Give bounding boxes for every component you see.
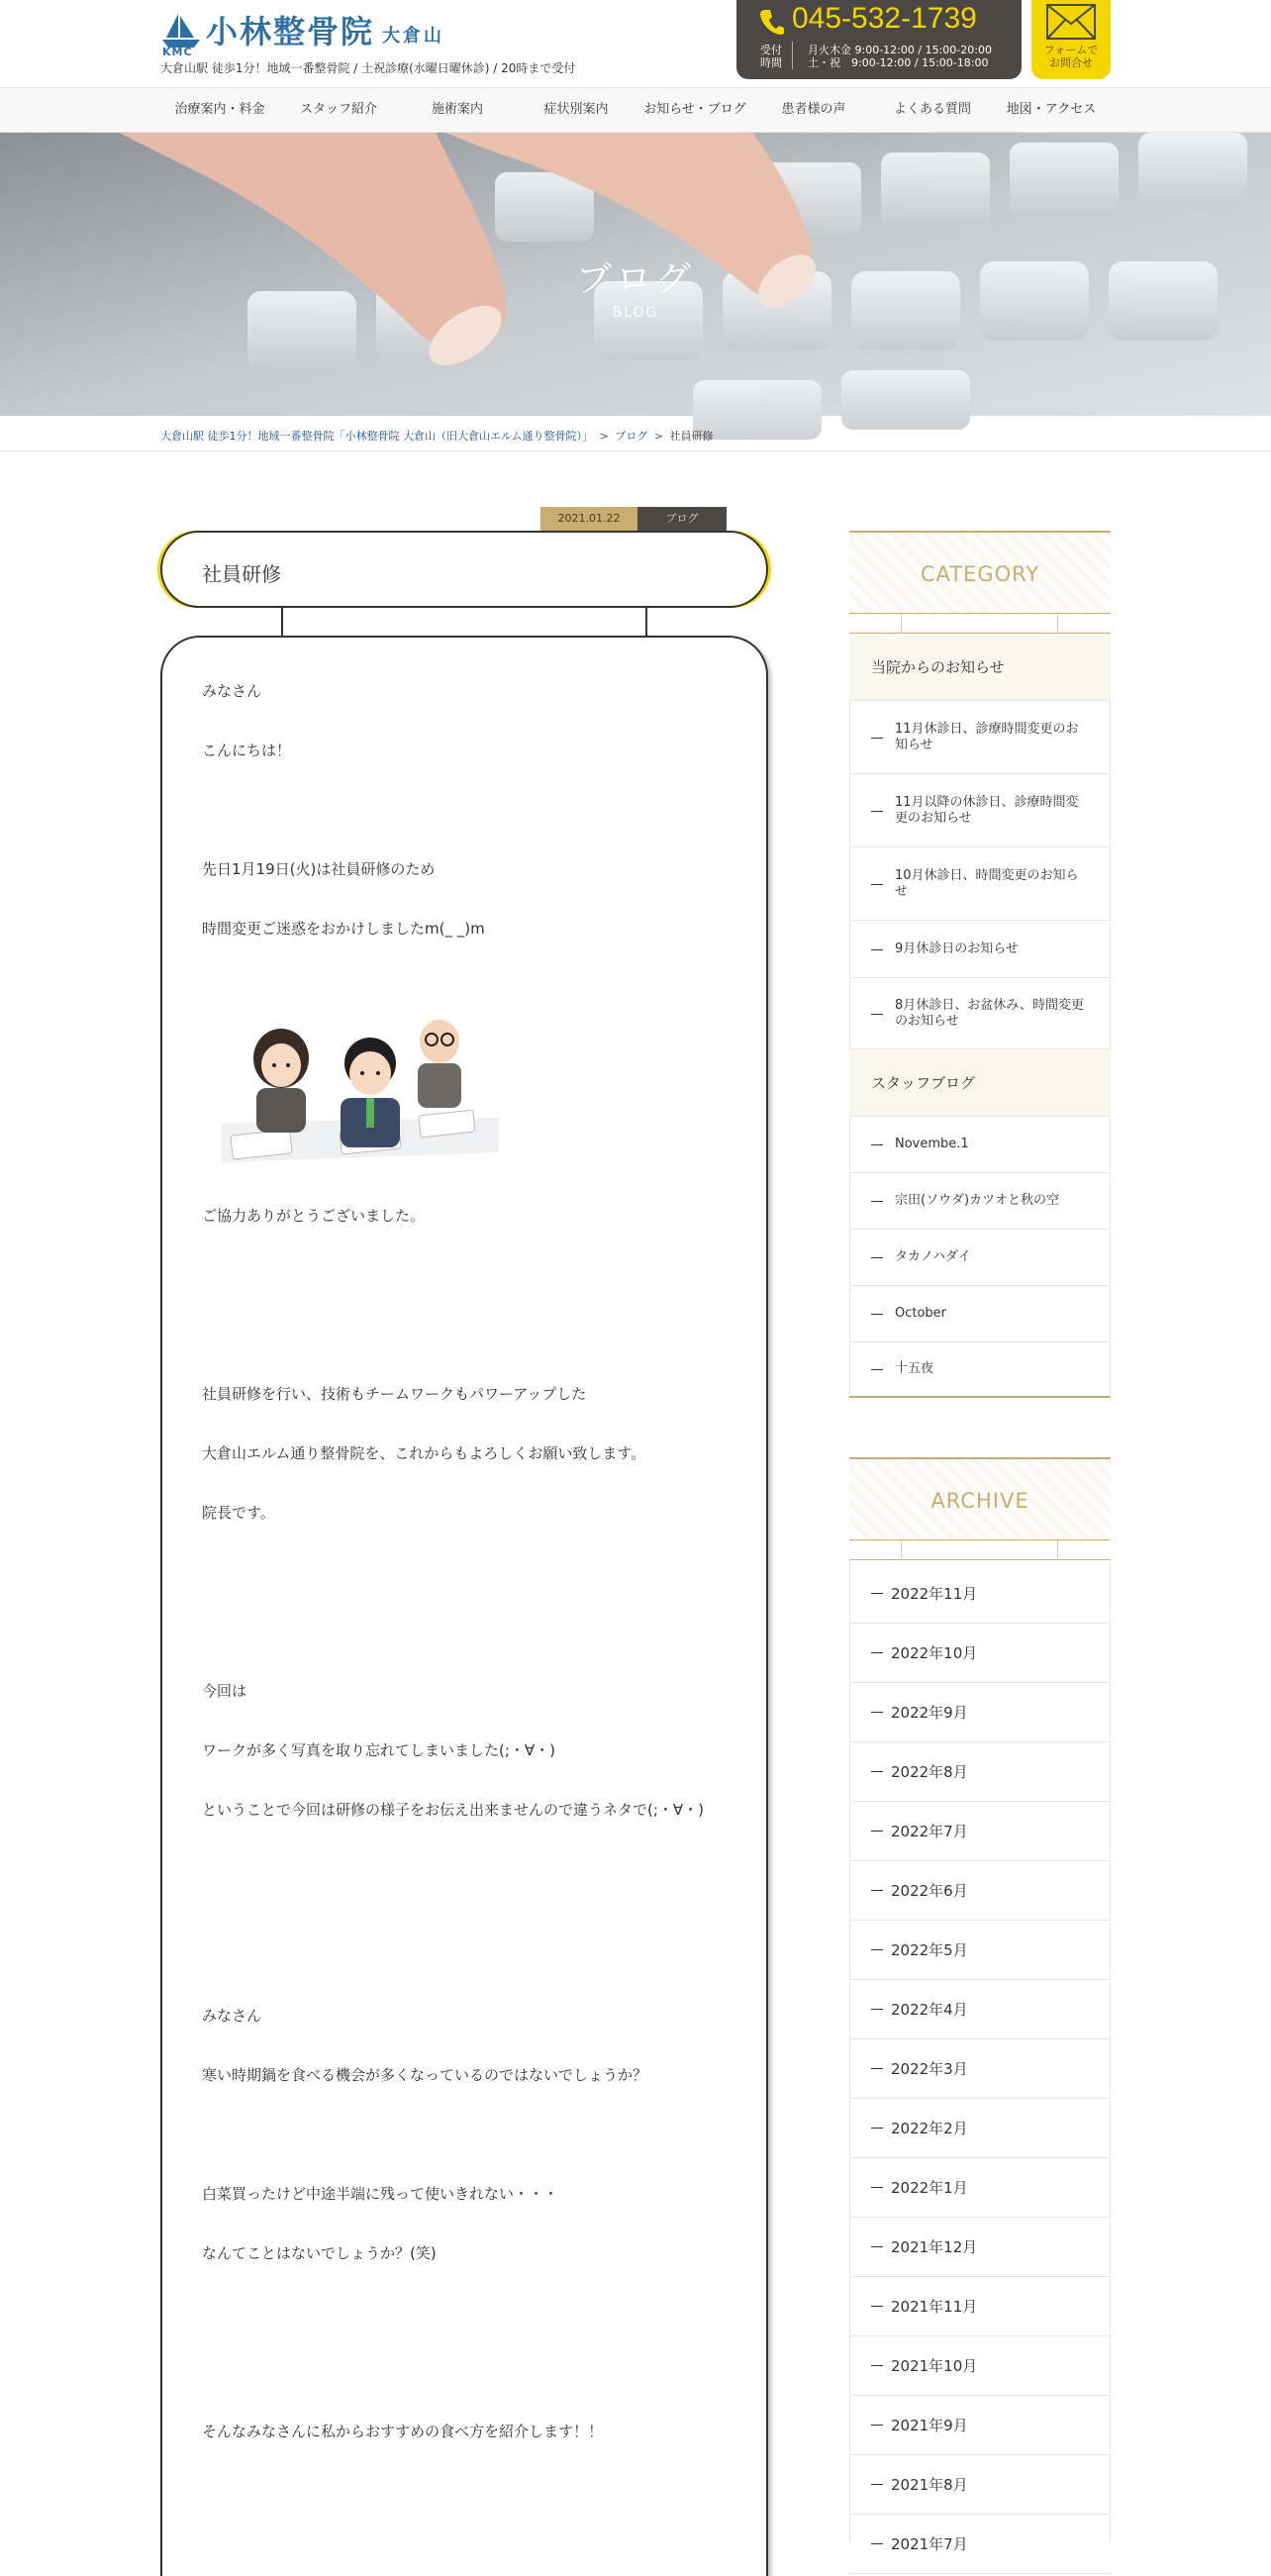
category-post-link[interactable]: 8月休診日、お盆休み、時間変更のお知らせ xyxy=(849,978,1111,1049)
hours-weekday: 月火木金 9:00-12:00 / 15:00-20:00 xyxy=(808,44,992,56)
category-post-link[interactable]: 9月休診日のお知らせ xyxy=(849,921,1111,978)
breadcrumb-home-link[interactable]: 大倉山駅 徒歩1分！地域一番整骨院「小林整骨院 大倉山（旧大倉山エルム通り整骨院）」 xyxy=(160,430,594,443)
category-post-link[interactable]: Novembe.1 xyxy=(849,1117,1111,1173)
dash-icon xyxy=(871,1593,883,1594)
dash-icon xyxy=(871,1014,883,1015)
hours-label: 受付 時間 xyxy=(760,44,782,69)
dash-icon xyxy=(871,1314,883,1315)
archive-month-link[interactable]: 2021年7月 xyxy=(849,2515,1111,2574)
post-paragraph: 今回は xyxy=(202,1682,247,1700)
archive-month-link[interactable]: 2022年11月 xyxy=(849,1564,1111,1624)
archive-month-link[interactable]: 2022年3月 xyxy=(849,2039,1111,2099)
hero-banner xyxy=(0,133,1271,416)
dash-icon xyxy=(871,2425,883,2426)
category-heading-underline xyxy=(849,614,1111,634)
nav-item-access[interactable]: 地図・アクセス xyxy=(1006,102,1097,117)
dash-icon xyxy=(871,1144,883,1145)
archive-month-link[interactable]: 2021年8月 xyxy=(849,2455,1111,2515)
category-post-link[interactable]: 宗田(ソウダ)カツオと秋の空 xyxy=(849,1173,1111,1230)
category-post-link[interactable]: 10月休診日、時間変更のお知らせ xyxy=(849,847,1111,921)
ship-logo-icon xyxy=(160,12,202,57)
hero-subtitle: BLOG xyxy=(612,305,659,321)
dash-icon xyxy=(871,1201,883,1202)
breadcrumb xyxy=(0,416,1271,451)
archive-heading-box xyxy=(849,1457,1111,1540)
post-paragraph: 寒い時期鍋を食べる機会が多くなっているのではないでしょうか？ xyxy=(202,2066,648,2084)
logo-location: 大倉山 xyxy=(382,26,445,47)
business-hours xyxy=(808,44,992,69)
post-paragraph: みなさん xyxy=(202,2007,262,2025)
dash-icon xyxy=(871,2009,883,2010)
breadcrumb-separator: > xyxy=(653,430,663,443)
phone-icon xyxy=(760,8,784,36)
post-paragraph: 社員研修を行い、技術もチームワークもパワーアップした xyxy=(202,1385,587,1403)
category-post-link[interactable]: タカノハダイ xyxy=(849,1230,1111,1286)
post-title-box xyxy=(160,531,768,608)
post-body xyxy=(160,636,768,2576)
archive-month-link[interactable]: 2021年10月 xyxy=(849,2336,1111,2396)
dash-icon xyxy=(871,1712,883,1713)
post-paragraph: ワークが多く写真を取り忘れてしまいました(;・∀・) xyxy=(202,1741,556,1759)
dash-icon xyxy=(871,1652,883,1653)
archive-month-link[interactable]: 2021年12月 xyxy=(849,2218,1111,2277)
post-paragraph: こんにちは！ xyxy=(202,742,292,759)
nav-item-treatment-fees[interactable]: 治療案内・料金 xyxy=(174,102,265,117)
archive-month-link[interactable]: 2022年10月 xyxy=(849,1624,1111,1683)
site-header xyxy=(0,0,1271,87)
post-paragraph: そんなみなさんに私からおすすめの食べ方を紹介します！！ xyxy=(202,2423,604,2440)
dash-icon xyxy=(871,2543,883,2544)
dash-icon xyxy=(871,949,883,950)
dash-icon xyxy=(871,1771,883,1772)
phone-number[interactable]: 045-532-1739 xyxy=(792,2,977,35)
hero-title: ブログ xyxy=(575,259,695,300)
logo-name: 小林整骨院 xyxy=(206,13,375,50)
post-paragraph: 時間変更ご迷惑をおかけしましたm(_ _)m xyxy=(202,920,485,938)
dash-icon xyxy=(871,2484,883,2485)
breadcrumb-separator: > xyxy=(599,430,609,443)
post-paragraph: 院長です。 xyxy=(202,1504,275,1522)
contact-form-label: フォームで お問合せ xyxy=(1043,44,1099,69)
dash-icon xyxy=(871,884,883,885)
nav-item-symptoms[interactable]: 症状別案内 xyxy=(543,102,609,117)
logo-abbr: KMC xyxy=(162,46,193,58)
dash-icon xyxy=(871,2306,883,2307)
post-paragraph: 先日1月19日(火)は社員研修のため xyxy=(202,860,436,878)
category-heading: CATEGORY xyxy=(920,562,1040,586)
dash-icon xyxy=(871,1890,883,1891)
archive-month-link[interactable]: 2022年5月 xyxy=(849,1921,1111,1980)
dash-icon xyxy=(871,2187,883,2188)
dash-icon xyxy=(871,2365,883,2366)
nav-item-procedures[interactable]: 施術案内 xyxy=(431,102,483,117)
post-title: 社員研修 xyxy=(202,562,281,586)
category-post-link[interactable]: October xyxy=(849,1286,1111,1342)
phone-box[interactable] xyxy=(736,0,1022,79)
nav-item-staff[interactable]: スタッフ紹介 xyxy=(299,102,377,117)
nav-item-news-blog[interactable]: お知らせ・ブログ xyxy=(643,102,746,117)
site-logo[interactable] xyxy=(160,12,444,61)
category-group-notices[interactable]: 当院からのお知らせ xyxy=(849,634,1111,701)
hours-weekend: 土・祝 9:00-12:00 / 15:00-18:00 xyxy=(808,56,989,69)
main-nav xyxy=(0,87,1271,133)
breadcrumb-blog-link[interactable]: ブログ xyxy=(615,430,648,443)
archive-month-link[interactable]: 2022年9月 xyxy=(849,1683,1111,1742)
post-paragraph: 白菜買ったけど中途半端に残って使いきれない・・・ xyxy=(202,2185,559,2203)
training-seminar-illustration xyxy=(202,1014,499,1178)
breadcrumb-current: 社員研修 xyxy=(669,430,714,443)
archive-month-link[interactable]: 2022年7月 xyxy=(849,1802,1111,1861)
post-paragraph: 大倉山エルム通り整骨院を、これからもよろしくお願い致します。 xyxy=(202,1444,646,1462)
category-post-link[interactable]: 十五夜 xyxy=(849,1342,1111,1398)
dash-icon xyxy=(871,811,883,812)
dash-icon xyxy=(871,738,883,739)
archive-month-link[interactable]: 2022年4月 xyxy=(849,1980,1111,2039)
post-category-tag[interactable]: ブログ xyxy=(637,507,727,531)
dash-icon xyxy=(871,1369,883,1370)
header-tagline: 大倉山駅 徒歩1分！地域一番整骨院 / 土祝診療(水曜日曜休診) / 20時まで受付 xyxy=(160,61,576,75)
post-paragraph: みなさん xyxy=(202,682,262,700)
title-connector xyxy=(645,608,647,636)
dash-icon xyxy=(871,2128,883,2129)
post-paragraph: ご協力ありがとうございました。 xyxy=(202,1207,426,1225)
dash-icon xyxy=(871,2246,883,2247)
category-post-link[interactable]: 11月以降の休診日、診療時間変更のお知らせ xyxy=(849,774,1111,847)
archive-heading-underline xyxy=(849,1540,1111,1560)
post-paragraph: ということで今回は研修の様子をお伝え出来ませんので違うネタで(;・∀・) xyxy=(202,1801,705,1819)
archive-month-link[interactable]: 2021年11月 xyxy=(849,2277,1111,2336)
archive-month-link[interactable]: 2021年9月 xyxy=(849,2396,1111,2455)
archive-month-link[interactable]: 2022年6月 xyxy=(849,1861,1111,1921)
category-post-link[interactable]: 11月休診日、診療時間変更のお知らせ xyxy=(849,701,1111,774)
title-connector xyxy=(281,608,283,636)
hours-divider xyxy=(792,42,793,69)
dash-icon xyxy=(871,1949,883,1950)
category-heading-box xyxy=(849,531,1111,614)
dash-icon xyxy=(871,1831,883,1832)
archive-month-link[interactable]: 2022年8月 xyxy=(849,1742,1111,1802)
post-date: 2021.01.22 xyxy=(540,507,637,531)
dash-icon xyxy=(871,2068,883,2069)
nav-item-faq[interactable]: よくある質問 xyxy=(893,102,971,117)
archive-month-link[interactable]: 2022年1月 xyxy=(849,2158,1111,2218)
dash-icon xyxy=(871,1257,883,1258)
nav-item-testimonials[interactable]: 患者様の声 xyxy=(781,102,846,117)
contact-form-button[interactable] xyxy=(1031,0,1111,79)
category-group-staff-blog[interactable]: スタッフブログ xyxy=(849,1049,1111,1117)
post-paragraph: なんてことはないでしょうか？(笑) xyxy=(202,2244,437,2262)
archive-heading: ARCHIVE xyxy=(930,1489,1029,1513)
archive-month-link[interactable]: 2022年2月 xyxy=(849,2099,1111,2158)
mail-icon xyxy=(1046,4,1096,40)
